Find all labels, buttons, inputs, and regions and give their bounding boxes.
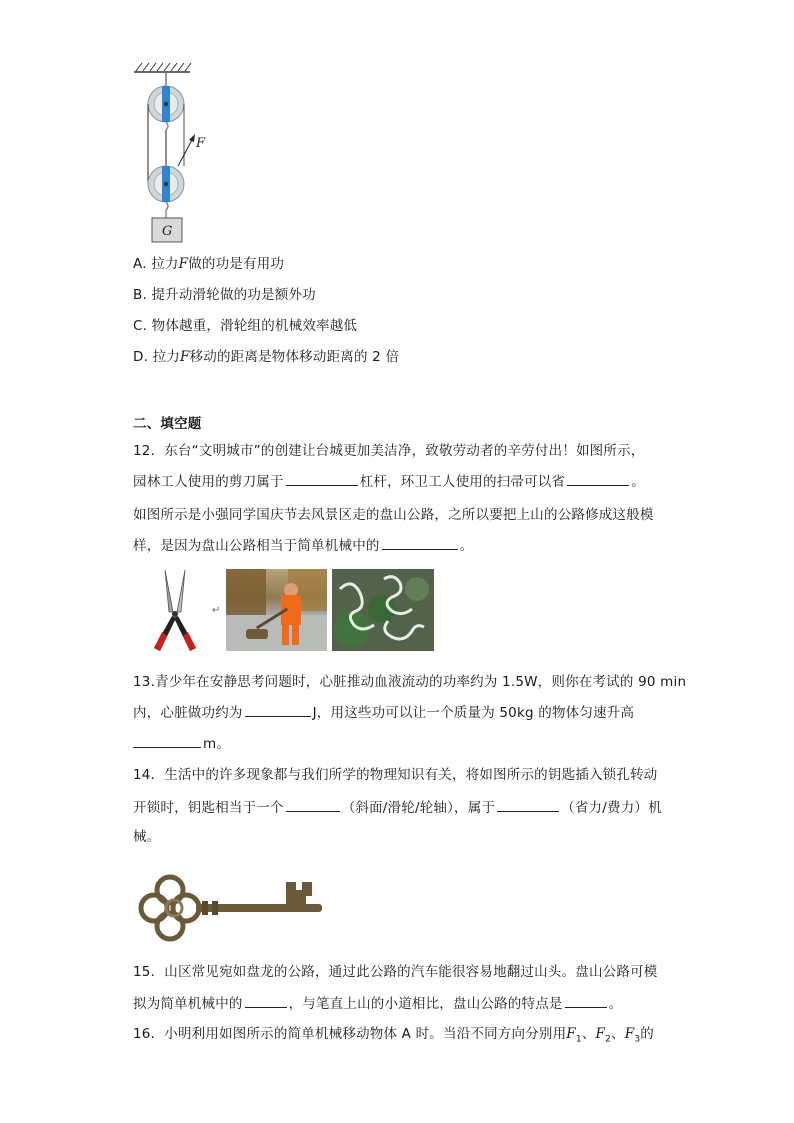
q15-text: ，与笔直上山的小道相比，盘山公路的特点是 [288,996,563,1012]
option-text: 移动的距离是物体移动距离的 2 倍 [189,349,400,365]
force-symbol: F [595,1026,606,1042]
q16-text: 16．小明利用如图所示的简单机械移动物体 A 时。当沿不同方向分别用 [133,1026,567,1042]
option-c [133,316,357,336]
q12-text: 。 [631,474,645,490]
q12-line-3: 如图所示是小强同学国庆节去风景区走的盘山公路，之所以要把上山的公路修成这般模 [133,507,654,523]
q13-line-1: 13.青少年在安静思考问题时，心脏推动血液流动的功率约为 1.5W，则你在考试的 90 min [133,674,687,690]
option-text: 物体越重，滑轮组的机械效率越低 [151,318,358,334]
q14-text: 开锁时，钥匙相当于一个 [133,800,284,816]
q13-text: 内，心脏做功约为 [133,705,243,721]
q15-line-1: 15．山区常见宛如盘龙的公路，通过此公路的汽车能很容易地翻过山头。盘山公路可模 [133,964,658,980]
q12-text: 。 [459,538,474,554]
street-sweeper-photo [226,569,327,651]
section-heading: 二、填空题 [133,416,202,432]
q12-text: 样，是因为盘山公路相当于简单机械中的 [133,538,380,554]
answer-blank[interactable] [245,702,311,717]
option-a [133,254,284,274]
option-letter: C. [133,318,148,334]
answer-blank[interactable] [286,797,340,812]
answer-blank[interactable] [245,993,287,1008]
q13-line-3 [133,733,230,754]
paragraph-mark: ↵ [212,605,221,616]
q14-line-3: 械。 [133,829,161,845]
option-letter: D. [133,349,149,365]
separator: 、 [581,1026,596,1042]
force-subscript: 2 [605,1034,612,1045]
option-text: 做的功是有用功 [188,256,285,272]
force-symbol: F [566,1026,576,1042]
winding-road-drawing [332,569,434,651]
option-variable: F [178,256,189,272]
q12-text: 园林工人使用的剪刀属于 [133,474,284,490]
force-subscript: 3 [634,1034,641,1045]
force-subscript: 1 [575,1034,582,1045]
option-letter: A. [133,256,147,272]
q12-line-2 [133,471,645,492]
q12-line-1: 12．东台“文明城市”的创建让台城更加美洁净，致敬劳动者的辛劳付出！如图所示， [133,443,645,459]
q12-text: 杠杆，环卫工人使用的扫帚可以省 [359,474,566,490]
q14-line-1: 14．生活中的许多现象都与我们所学的物理知识有关，将如图所示的钥匙插入锁孔转动 [133,767,658,783]
option-d [133,347,399,367]
q14-text: （斜面/滑轮/轮轴），属于 [341,800,496,816]
separator: 、 [611,1026,625,1042]
garden-shears-image [140,566,210,654]
option-text: 拉力 [151,256,179,272]
q15-text: 拟为简单机械中的 [133,996,243,1012]
q14-text: （省力/费力）机 [561,800,662,816]
weight-label: G [162,224,173,239]
option-b [133,285,316,305]
q16-text: 的 [640,1026,654,1042]
q13-line-2 [133,702,634,723]
force-label: F [196,136,206,151]
q16-line-1 [133,1024,654,1050]
key-image [130,870,330,946]
answer-blank[interactable] [565,993,607,1008]
q14-line-2 [133,797,662,818]
option-text: 拉力 [152,349,180,365]
pulley-system-figure [120,58,230,248]
answer-blank[interactable] [133,733,201,748]
option-letter: B. [133,287,147,303]
force-symbol: F [624,1026,635,1042]
q13-text: m。 [203,736,231,752]
option-text: 提升动滑轮做的功是额外功 [151,287,316,303]
answer-blank[interactable] [497,797,559,812]
q15-text: 。 [608,996,623,1012]
answer-blank[interactable] [382,535,458,550]
q12-line-4 [133,535,473,556]
q13-text: J，用这些功可以让一个质量为 50kg 的物体匀速升高 [312,705,635,721]
answer-blank[interactable] [567,471,629,486]
option-variable: F [180,349,190,365]
answer-blank[interactable] [286,471,358,486]
mountain-road-photo [332,569,434,651]
q15-line-2 [133,993,622,1014]
